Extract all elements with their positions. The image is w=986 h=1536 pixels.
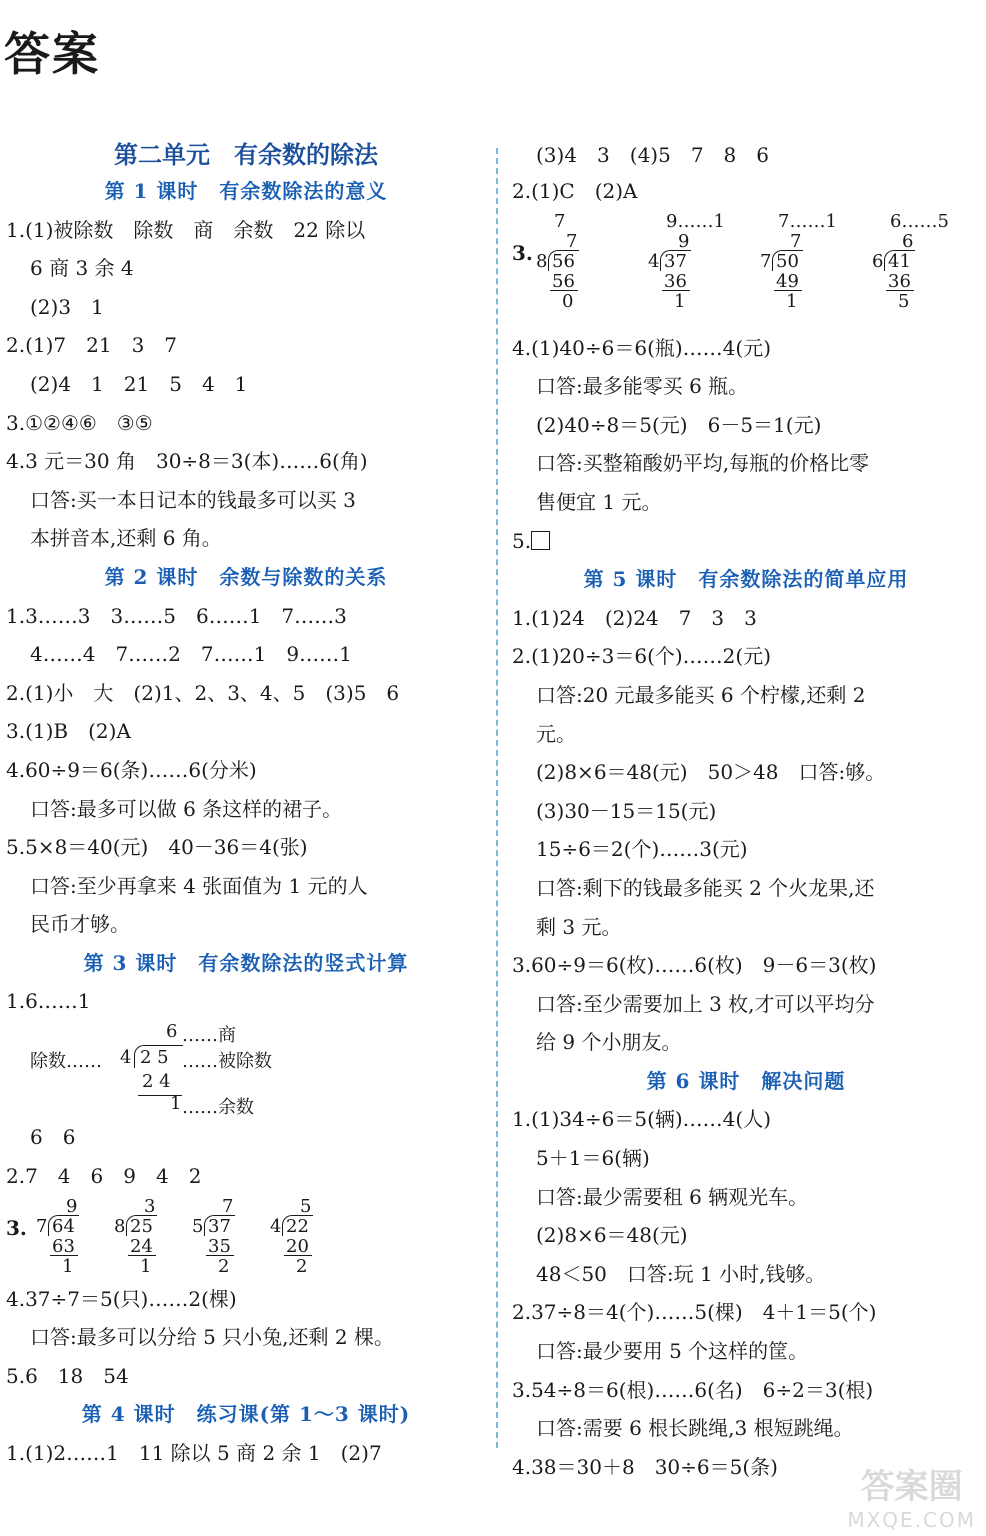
division-divisor: 7	[760, 250, 772, 272]
division-divisor: 5	[192, 1215, 204, 1237]
answer-line: 4.37÷7＝5(只)……2(棵)	[6, 1286, 237, 1311]
answer-line: 口答:最多可以做 6 条这样的裙子。	[30, 796, 343, 821]
lesson-1-title: 第 1 课时 有余数除法的意义	[104, 179, 388, 203]
answer-line: 2.(1)小 大 (2)1、2、3、4、5 (3)5 6	[6, 680, 400, 705]
answer-line: 4.38＝30＋8 30÷6＝5(条)	[512, 1454, 778, 1479]
answer-line: 1.(1)被除数 除数 商 余数 22 除以	[6, 217, 366, 242]
division-dividend: 37	[208, 1215, 231, 1237]
watermark-logo: 答案圈	[860, 1467, 963, 1507]
division-quotient: 7	[790, 230, 802, 252]
answer-line: 售便宜 1 元。	[536, 489, 662, 514]
answer-line: 4.(1)40÷6＝6(瓶)……4(元)	[512, 335, 772, 360]
diagram-dividend: 2 5	[140, 1047, 169, 1069]
division-quotient: 7	[566, 230, 578, 252]
division-dividend: 56	[552, 250, 575, 272]
division-product: 20	[286, 1235, 309, 1257]
answer-line: (2)8×6＝48(元)	[536, 1223, 688, 1248]
answer-line: (3)4 3 (4)5 7 8 6	[536, 143, 770, 167]
answer-box-icon	[531, 531, 550, 550]
watermark-url: MXQE.COM	[847, 1508, 976, 1532]
answer-line: (2)4 1 21 5 4 1	[30, 371, 248, 396]
division-dividend: 41	[888, 250, 911, 272]
answer-line: (2)8×6＝48(元) 50＞48 口答:够。	[536, 760, 886, 785]
answer-line: 3.60÷9＝6(枚)……6(枚) 9－6＝3(枚)	[512, 953, 877, 978]
answer-line: 5.6 18 54	[6, 1363, 129, 1388]
division-divisor: 4	[648, 250, 660, 272]
column-divider	[496, 148, 498, 1448]
answer-line: 民币才够。	[30, 912, 130, 937]
vertical-division-row	[512, 211, 980, 329]
division-remainder: 5	[898, 290, 910, 312]
answer-line: 1.(1)34÷6＝5(辆)……4(人)	[512, 1107, 772, 1132]
answer-line: (2)40÷8＝5(元) 6－5＝1(元)	[536, 412, 822, 437]
diagram-remainder-label: ……余数	[182, 1097, 254, 1119]
division-quotient: 9	[66, 1195, 78, 1217]
long-division-diagram	[6, 1021, 486, 1117]
page-title: 答案	[4, 27, 100, 81]
division-dividend: 22	[286, 1215, 309, 1237]
diagram-remainder: 1	[170, 1093, 182, 1115]
division-product: 49	[776, 270, 799, 292]
division-dividend: 50	[776, 250, 799, 272]
answer-line: 4.60÷9＝6(条)……6(分米)	[6, 757, 257, 782]
division-remainder: 2	[296, 1255, 308, 1277]
division-quotient: 7	[222, 1195, 234, 1217]
answer-line: 本拼音本,还剩 6 角。	[30, 526, 222, 551]
division-remainder: 2	[218, 1255, 230, 1277]
unit-title: 第二单元 有余数的除法	[114, 140, 378, 169]
answer-line: 3.①②④⑥ ③⑤	[6, 410, 153, 435]
division-remainder: 1	[674, 290, 686, 312]
division-result: 7……1	[778, 210, 837, 232]
diagram-product: 2 4	[142, 1071, 171, 1093]
lesson-2-title: 第 2 课时 余数与除数的关系	[104, 564, 388, 589]
answer-line: 口答:最多能零买 6 瓶。	[536, 374, 749, 399]
answer-line: 2.(1)20÷3＝6(个)……2(元)	[512, 644, 772, 669]
answer-line: (3)30－15＝15(元)	[536, 798, 717, 823]
answer-line: 口答:最少需要租 6 辆观光车。	[536, 1184, 809, 1209]
division-remainder: 1	[140, 1255, 152, 1277]
division-divisor: 4	[270, 1215, 282, 1237]
answer-line: 48＜50 口答:玩 1 小时,钱够。	[536, 1261, 826, 1286]
division-quotient: 3	[144, 1195, 156, 1217]
watermark	[847, 1459, 976, 1532]
diagram-divisor-label: 除数……	[30, 1051, 102, 1073]
division-result: 7	[554, 210, 566, 232]
division-result: 9……1	[666, 210, 725, 232]
diagram-divisor: 4	[120, 1047, 132, 1069]
lesson-6-title: 第 6 课时 解决问题	[646, 1068, 846, 1093]
answer-line-5	[512, 522, 980, 561]
answer-line: 15÷6＝2(个)……3(元)	[536, 837, 748, 862]
answer-line: 1.(1)24 (2)24 7 3 3	[512, 605, 757, 630]
division-remainder: 1	[786, 290, 798, 312]
division-divisor: 8	[114, 1215, 126, 1237]
division-remainder: 0	[562, 290, 574, 312]
answer-line: 1.6……1	[6, 989, 91, 1014]
answer-line: 3.54÷8＝6(根)……6(名) 6÷2＝3(根)	[512, 1377, 874, 1402]
division-divisor: 6	[872, 250, 884, 272]
division-product: 36	[888, 270, 911, 292]
diagram-quotient: 6	[166, 1021, 178, 1043]
diagram-quotient-label: ……商	[182, 1025, 236, 1047]
answer-line: 口答:至少再拿来 4 张面值为 1 元的人	[30, 873, 368, 898]
lesson-4-title: 第 4 课时 练习课(第 1～3 课时)	[81, 1402, 411, 1427]
diagram-dividend-label: ……被除数	[182, 1051, 272, 1073]
division-product: 56	[552, 270, 575, 292]
division-product: 35	[208, 1235, 231, 1257]
answer-line: 3.(1)B (2)A	[6, 719, 131, 744]
division-divisor: 7	[36, 1215, 48, 1237]
answer-line: 口答:需要 6 根长跳绳,3 根短跳绳。	[536, 1416, 854, 1441]
answer-line: 口答:最少要用 5 个这样的筐。	[536, 1339, 809, 1364]
lesson-3-title: 第 3 课时 有余数除法的竖式计算	[83, 950, 409, 975]
question-number: 3.	[512, 240, 533, 265]
answer-line: 口答:买整箱酸奶平均,每瓶的价格比零	[536, 451, 870, 476]
division-dividend: 37	[664, 250, 687, 272]
question-number: 3.	[6, 1215, 27, 1240]
answer-line: 口答:买一本日记本的钱最多可以买 3	[30, 487, 356, 512]
answer-line: 口答:最多可以分给 5 只小兔,还剩 2 棵。	[30, 1325, 394, 1350]
answer-line: 2.(1)C (2)A	[512, 179, 638, 203]
question-number: 5.	[512, 528, 532, 553]
answer-line: 2.7 4 6 9 4 2	[6, 1164, 202, 1189]
division-quotient: 9	[678, 230, 690, 252]
division-divisor: 8	[536, 250, 548, 272]
answer-line: 1.3……3 3……5 6……1 7……3	[6, 603, 347, 628]
answer-line: 5.5×8＝40(元) 40－36＝4(张)	[6, 835, 308, 860]
answer-line: 元。	[536, 721, 576, 746]
division-quotient: 6	[902, 230, 914, 252]
right-column	[512, 138, 980, 1486]
answer-line: 4.3 元＝30 角 30÷8＝3(本)……6(角)	[6, 449, 368, 474]
answer-line: 4……4 7……2 7……1 9……1	[30, 642, 352, 667]
answer-line: 5＋1＝6(辆)	[536, 1146, 650, 1171]
division-product: 63	[52, 1235, 75, 1257]
answer-line: 给 9 个小朋友。	[536, 1030, 682, 1055]
division-remainder: 1	[62, 1255, 74, 1277]
answer-line: 口答:剩下的钱最多能买 2 个火龙果,还	[536, 875, 875, 900]
answer-line: (2)3 1	[30, 294, 104, 319]
vertical-division-row	[6, 1196, 486, 1280]
division-dividend: 25	[130, 1215, 153, 1237]
answer-line: 口答:20 元最多能买 6 个柠檬,还剩 2	[536, 682, 866, 707]
division-dividend: 64	[52, 1215, 75, 1237]
lesson-5-title: 第 5 课时 有余数除法的简单应用	[583, 567, 909, 592]
answer-line: 6 6	[30, 1125, 76, 1150]
answer-line: 1.(1)2……1 11 除以 5 商 2 余 1 (2)7	[6, 1441, 382, 1466]
answer-line: 口答:至少需要加上 3 枚,才可以平均分	[536, 991, 875, 1016]
answer-line: 6 商 3 余 4	[30, 256, 134, 281]
division-product: 24	[130, 1235, 153, 1257]
division-product: 36	[664, 270, 687, 292]
left-column	[6, 138, 486, 1473]
answer-line: 剩 3 元。	[536, 914, 622, 939]
division-quotient: 5	[300, 1195, 312, 1217]
division-result: 6……5	[890, 210, 949, 232]
answer-line: 2.(1)7 21 3 7	[6, 333, 178, 358]
answer-line: 2.37÷8＝4(个)……5(棵) 4＋1＝5(个)	[512, 1300, 877, 1325]
